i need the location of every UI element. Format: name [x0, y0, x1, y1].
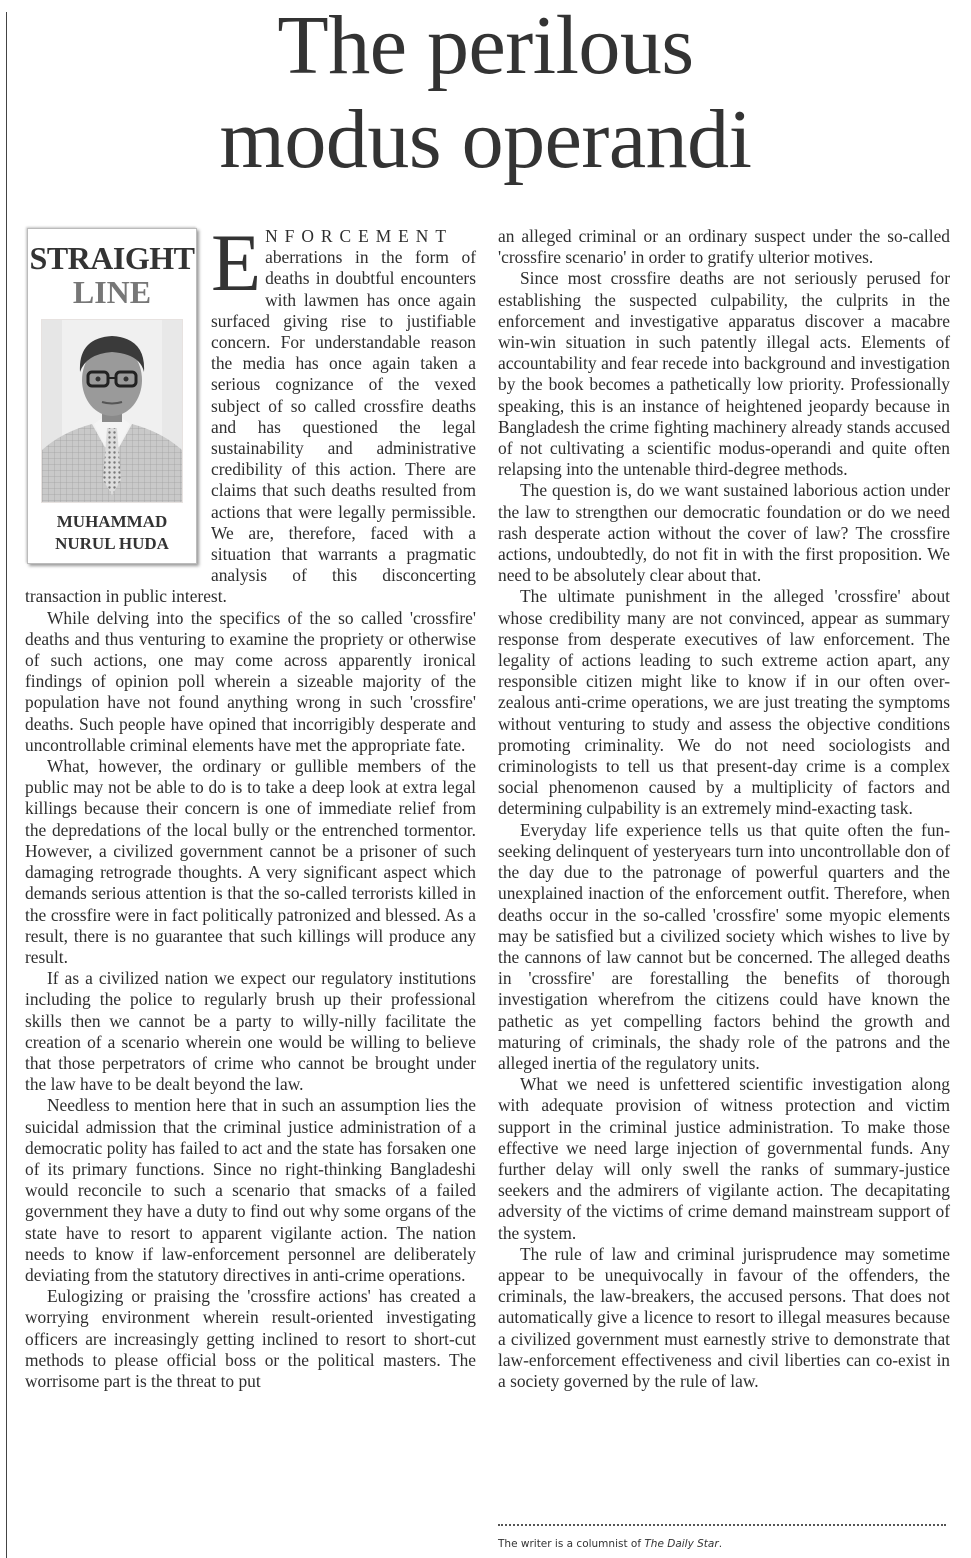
footnote-suffix: . — [718, 1538, 723, 1550]
footnote-prefix: The writer is a columnist of — [498, 1538, 645, 1550]
publication-name: The Daily Star — [644, 1538, 719, 1550]
article-paragraph: Eulogizing or praising the 'crossfire actions' has created a worrying environment wherein result-oriented investigating officers are increasingly getting inclined to resort to short-cut methods to please official boss or the political masters. The worrisome part is the threat to put — [25, 1286, 476, 1391]
article-paragraph: The ultimate punishment in the alleged 'crossfire' about whose credibility many are not convinced, appear as summary response from desperate executives of law enforcement. The legality of actions leading to such extreme action apart, any responsible citizen might like to know if in our often over-zealous anti-crime operations, we are just treating the symptoms without venturing to study and assess the objective conditions promoting criminality. We do not need sociologists and criminologists to tell us that present-day crime is a complex social phenomenon caused by a multiplicity of factors and determining culpability is an extremely mind-exacting task. — [498, 586, 950, 819]
author-name-line-2: NURUL HUDA — [55, 534, 169, 553]
article-paragraph: What, however, the ordinary or gullible members of the public may not be able to do is to take a deep look at extra legal killings because their concern is one of immediate relief from the depredations of the local bully or the entrenched tormentor. However, a civilized government cannot be a prisoner of such damaging retrograde thoughts. A very significant aspect which demands serious attention is that the so-called terrorists killed in the crossfire were in fact politically patronized and blessed. As a result, there is no guarantee that such killings will produce any result. — [25, 756, 476, 967]
author-footnote — [498, 1538, 722, 1550]
article-paragraph: If as a civilized nation we expect our regulatory institutions including the police to regularly brush up their professional skills then we cannot be a party to willy-nilly facilitate the creation of a scenario wherein one would be willing to believe that those perpetrators of crime who cannot be brought under the law have to be dealt beyond the law. — [25, 968, 476, 1095]
article-paragraph: Needless to mention here that in such an assumption lies the suicidal admission that the criminal justice administration of a democratic polity has failed to act and the state has forsaken one of its primary functions. Since no right-thinking Bangladeshi would reconcile to such a scenario that smacks of a failed government they have a duty to find out why some organs of the state have to resort to apparent vigilante action. The nation needs to know if law-enforcement personnel are deliberately deviating from the statutory directives in anti-crime operations. — [25, 1095, 476, 1285]
article-paragraph: Since most crossfire deaths are not seriously perused for establishing the suspected culpability, the culprits in the enforcement and investigative apparatus discover a macabre win-win situation in such patently illegal acts. Elements of accountability and fear recede into background and investigation by the book becomes a pathetically low priority. Professionally speaking, this is an instance of heightened jeopardy because in Bangladesh the crime fighting machinery already stands accused of not cultivating a scientific modus-operandi and quite often relapsing into the untenable third-degree methods. — [498, 268, 950, 480]
lead-caps: NFORCEMENT — [265, 226, 453, 246]
author-name-line-1: MUHAMMAD — [56, 512, 168, 531]
column-title-line: LINE — [72, 274, 152, 310]
article-paragraph-continued: an alleged criminal or an ordinary suspect under the so-called 'crossfire scenario' in order to gratify ulterior motives. — [498, 226, 950, 268]
headline-line-1: The perilous — [277, 0, 694, 92]
column-badge-box — [27, 228, 197, 564]
drop-cap: E — [211, 217, 262, 308]
article-paragraph: While delving into the specifics of the so called 'crossfire' deaths and thus venturing to examine the propriety or otherwise of such actions, one may come across apparently ironical findings of opinion poll wherein a sizeable majority of the population have not found anything wrong in such 'crossfire' deaths. Such people have opined that incorrigibly desperate and uncontrollable criminal elements have met the appropriate fate. — [25, 607, 476, 755]
article-column-right — [498, 226, 950, 1392]
article-paragraph: The rule of law and criminal jurisprudence may sometime appear to be unequivocally in favour of the offenders, the criminals, the law-breakers, the accused persons. That does not automatically give a licence to resort to illegal measures because a civilized government must earnestly strive to demonstrate that law-enforcement effectiveness and civil liberties can co-exist in a society governed by the rule of law. — [498, 1243, 950, 1391]
author-name — [28, 511, 196, 555]
article-column-left — [25, 217, 476, 1392]
paragraph-text: aberrations in the form of deaths in doubtful encounters with lawmen has once again surfaced giving rise to justifiable concern. For understandable reason the media has once again taken a serious cognizance of the vexed subject of so called crossfire deaths and has questioned the legal sustainability and administrative credibility of this action. There are claims that such deaths resulted from actions that were legally permissible. We are, therefore, faced with a situation that warrants a pragmatic analysis of this disconcerting transaction in public interest. — [25, 247, 476, 607]
article-paragraph: The question is, do we want sustained laborious action under the law to strengthen our democratic foundation or do we need rash desperate action without the cover of law? The crossfire actions, undoubtedly, do not fit in with the first proposition. We need to be absolutely clear about that. — [498, 480, 950, 586]
author-photo — [41, 319, 183, 503]
column-title-straight: STRAIGHT — [29, 240, 195, 276]
page-left-rule — [6, 12, 7, 1558]
footer-dotted-divider — [498, 1524, 946, 1526]
article-paragraph: What we need is unfettered scientific investigation along with adequate provision of witness protection and victim support in the criminal justice administration. To make those effective we need large injection of governmental funds. Any further delay will only swell the ranks of summary-justice seekers and the admirers of vigilante action. The decapitating adversity of the victims of crime demand mainstream support of the system. — [498, 1074, 950, 1243]
article-paragraph: Everyday life experience tells us that quite often the fun-seeking delinquent of yesteryears turn into uncontrollable don of the day due to the patronage of powerful quarters and the unexplained inaction of the enforcement outfit. Therefore, when deaths occur in the so-called 'crossfire' some myopic elements may be satisfied but a civilized society which wishes to live by the cannons of law cannot but be concerned. The alleged deaths in 'crossfire' are forestalling the benefits of thorough investigation wherefrom the citizens could have known the pathetic as yet compelling factors behind the growth and maturing of criminals, the shady role of the patrons and the alleged inertia of the regulatory units. — [498, 819, 950, 1073]
headline-line-2: modus operandi — [219, 93, 752, 186]
author-portrait-icon — [42, 320, 182, 502]
